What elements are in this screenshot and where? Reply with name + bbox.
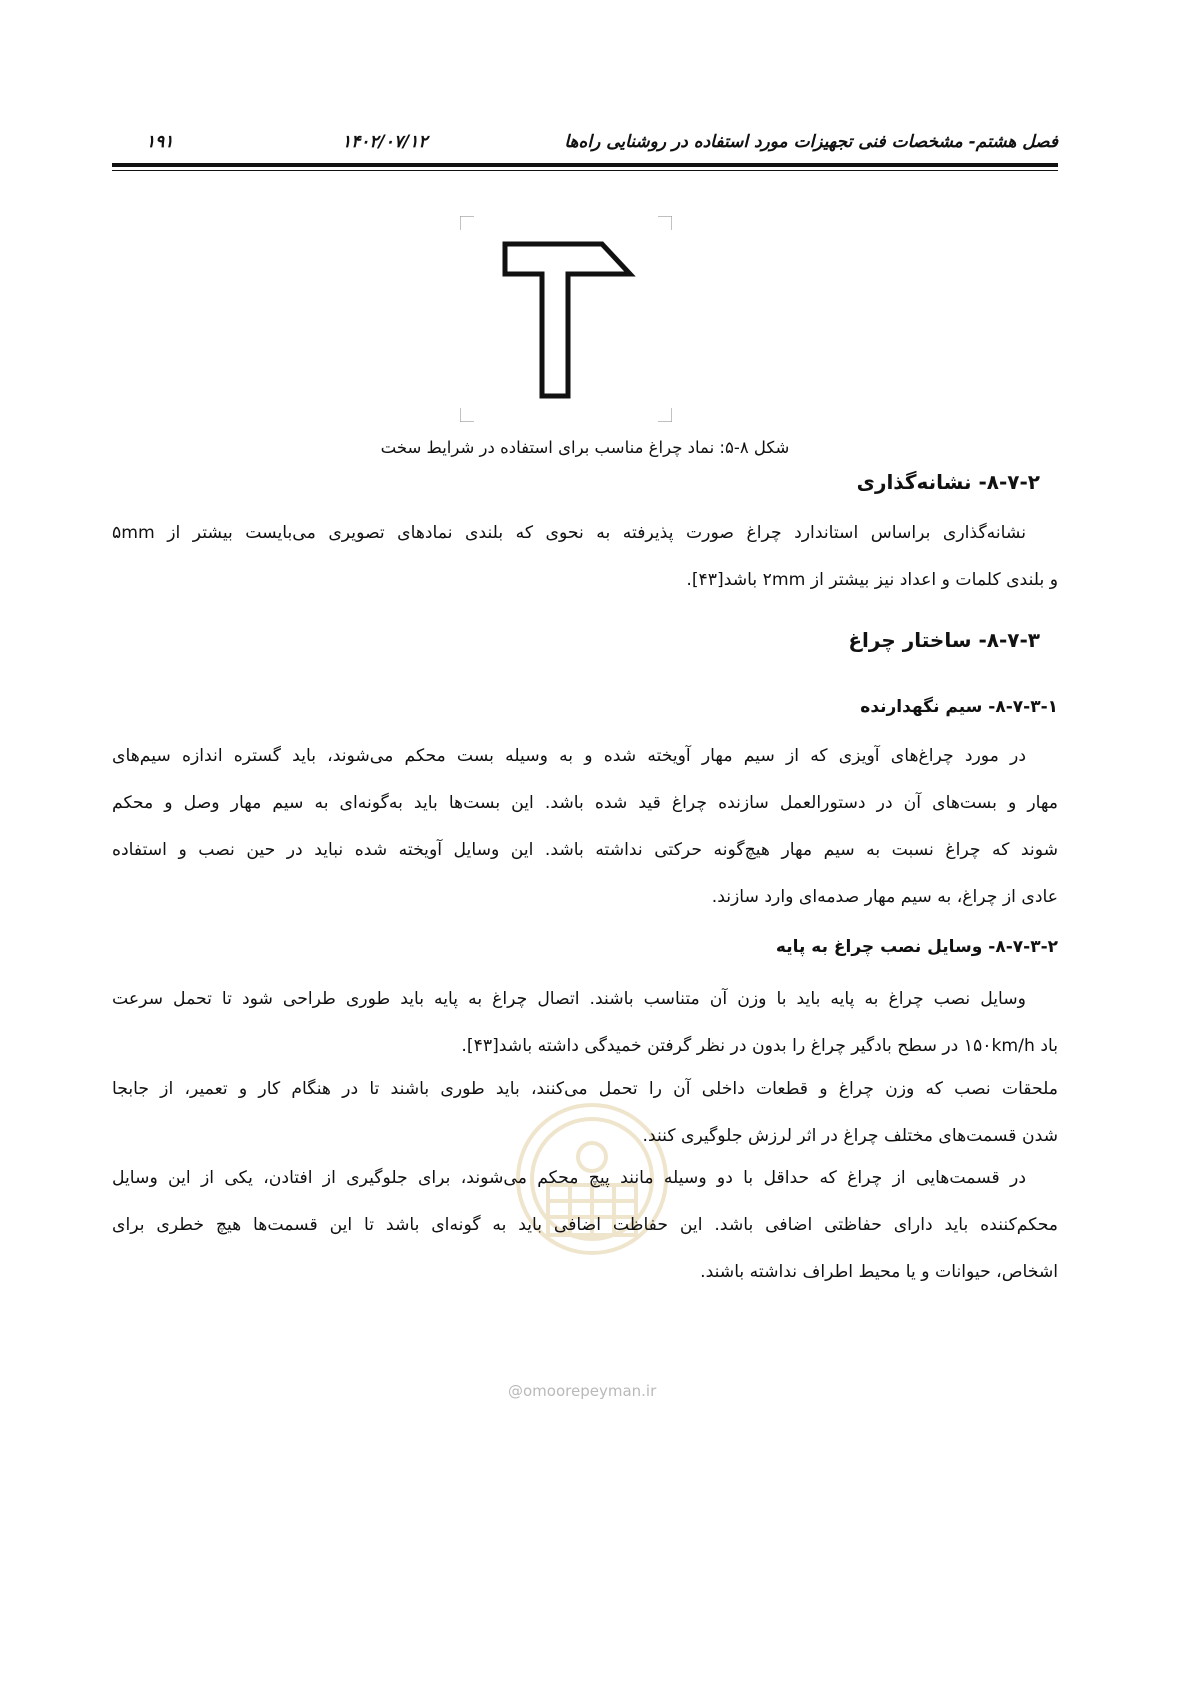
paragraph-line: محکم‌کننده باید دارای حفاظتی اضافی باشد. این حفاظت اضافی باید به گونه‌ای باشد تا این قسمت‌ها هیچ خطری برای <box>112 1215 1058 1235</box>
header-date: ۱۴۰۲/۰۷/۱۲ <box>342 132 428 152</box>
page-header <box>112 128 1058 162</box>
heading-labeling: ۸-۷-۲- نشانه‌گذاری <box>856 470 1040 494</box>
paragraph-line: نشانه‌گذاری براساس استاندارد چراغ صورت پذیرفته به نحوی که بلندی نمادهای تصویری می‌بایست بیشتر از ۵mm <box>112 523 1026 543</box>
paragraph-line: شدن قسمت‌های مختلف چراغ در اثر لرزش جلوگیری کنند. <box>642 1126 1058 1146</box>
heading-pole-mounting: ۸-۷-۳-۲- وسایل نصب چراغ به پایه <box>775 937 1058 957</box>
paragraph-labeling <box>112 510 1058 604</box>
hammer-shaped-luminaire-symbol-icon <box>460 216 672 422</box>
paragraph-line: شوند که چراغ نسبت به سیم مهار هیچ‌گونه حرکتی نداشته باشد. این وسایل آویخته شده نباید در حین نصب و استفاده <box>112 840 1058 860</box>
paragraph-extra-protection <box>112 1155 1058 1296</box>
paragraph-line: مهار و بست‌های آن در دستورالعمل سازنده چراغ قید شده باشد. این بست‌ها باید به‌گونه‌ای به سیم مهار وصل و محکم <box>112 793 1058 813</box>
header-rule-thick <box>112 163 1058 167</box>
header-rule-thin <box>112 170 1058 171</box>
chapter-title: فصل هشتم- مشخصات فنی تجهیزات مورد استفاده در روشنایی راه‌ها <box>564 132 1058 152</box>
page-number: ۱۹۱ <box>146 132 174 152</box>
paragraph-line: و بلندی کلمات و اعداد نیز بیشتر از ۲mm باشد[۴۳]. <box>686 570 1058 590</box>
paragraph-mounting-accessories <box>112 1066 1058 1160</box>
paragraph-suspension-wire <box>112 733 1058 921</box>
watermark-text: @omoorepeyman.ir <box>508 1382 657 1400</box>
paragraph-line: وسایل نصب چراغ به پایه باید با وزن آن متناسب باشند. اتصال چراغ به پایه باید طوری طراحی شود تا تحمل سرعت <box>112 989 1026 1009</box>
paragraph-line: باد ۱۵۰km/h در سطح بادگیر چراغ را بدون در نظر گرفتن خمیدگی داشته باشد[۴۳]. <box>461 1036 1058 1056</box>
heading-luminaire-structure: ۸-۷-۳- ساختار چراغ <box>848 628 1040 652</box>
paragraph-line: عادی از چراغ، به سیم مهار صدمه‌ای وارد سازند. <box>711 887 1058 907</box>
paragraph-pole-mounting <box>112 976 1058 1070</box>
figure-caption: شکل ۸-۵: نماد چراغ مناسب برای استفاده در شرایط سخت <box>380 438 790 457</box>
paragraph-line: ملحقات نصب که وزن چراغ و قطعات داخلی آن را تحمل می‌کنند، باید طوری باشند تا در هنگام کار و تعمیر، از جابجا <box>112 1079 1058 1099</box>
heading-suspension-wire: ۸-۷-۳-۱- سیم نگهدارنده <box>860 697 1058 717</box>
paragraph-line: در قسمت‌هایی از چراغ که حداقل با دو وسیله مانند پیچ محکم می‌شوند، برای جلوگیری از افتادن، یکی از این وسایل <box>112 1168 1026 1188</box>
paragraph-line: در مورد چراغ‌های آویزی که از سیم مهار آویخته شده و به وسیله بست محکم می‌شوند، باید گستره اندازه سیم‌های <box>112 746 1026 766</box>
paragraph-line: اشخاص، حیوانات و یا محیط اطراف نداشته باشند. <box>700 1262 1058 1282</box>
